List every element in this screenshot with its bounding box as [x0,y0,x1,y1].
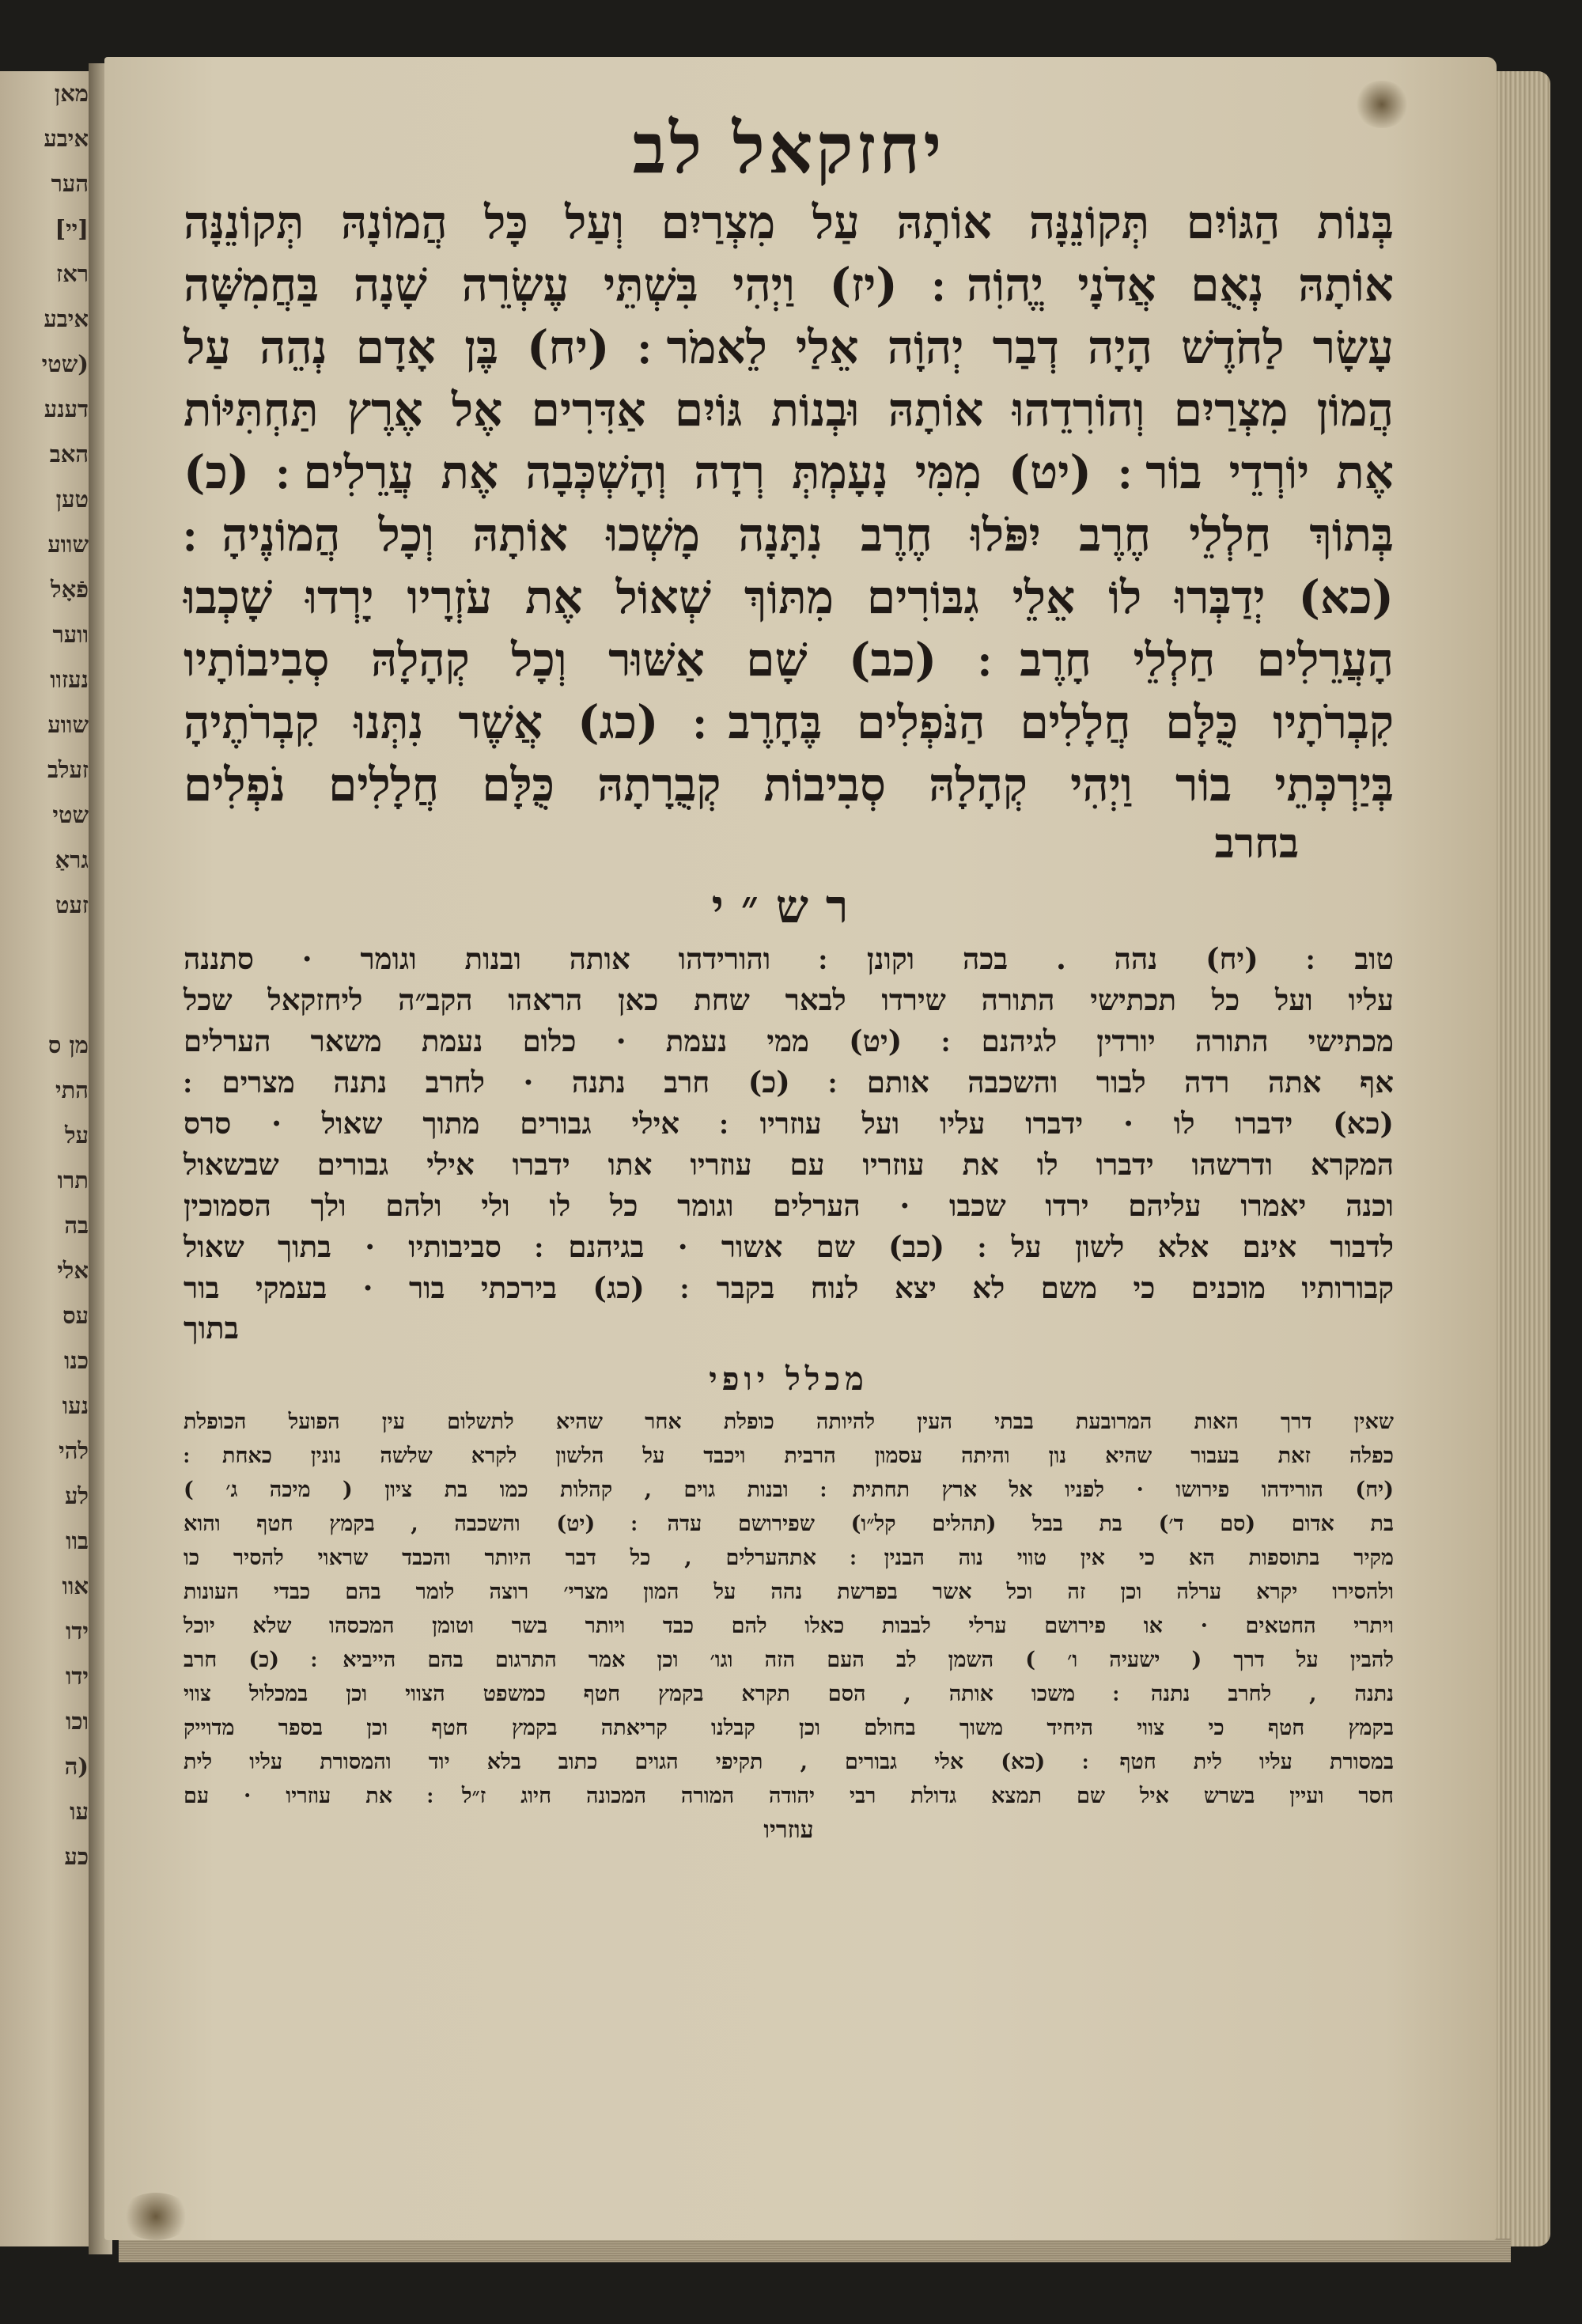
rashi-line: לדבור אינם אלא לשון על ׃ (כב) שם אשור · בגיהנם ׃ סביבותיו · בתוך שאול [184,1229,1394,1264]
left-page-line-fragment: הער [51,170,89,197]
running-header: יחזקאל לב [632,107,945,189]
biblical-text-line: הֲמוֹן מִצְרַיִם וְהוֹרִדֵהוּ אוֹתָהּ וּבְנוֹת גּוֹיִם אַדִּרִים אֶל אֶרֶץ תַּחְתִּיּוֹת [184,383,1394,437]
page-edge [1487,71,1550,2246]
left-page-line-fragment: (ה [64,1753,89,1780]
left-page-line-fragment: וכו [65,1708,89,1735]
left-page-line-fragment: בה [64,1212,89,1239]
rashi-line: וכנה יאמרו עליהם ירדו שכבו · הערלים וגומר כל לו ולי ולהם ולך הסמוכין [184,1188,1394,1223]
left-page-line-fragment: שווע [47,711,89,738]
rashi-commentary [184,938,1394,1308]
commentary-line: בקמץ חטף כי צווי היחיד משוך בחולם וכן קבלנו קריאתה בקמץ חטף וכן בספר מדוייק [184,1716,1394,1740]
left-page-bottom-column [0,1023,93,1879]
commentary-line: נתנה , לחרב נתנה ׃ משכו אותה , הסם תקרא בקמץ חטף כמשפט הצווי וכן במכלול צווי [184,1682,1394,1706]
left-page-line-fragment: טען [55,486,89,513]
left-page-line-fragment: פֿאָל [51,576,89,603]
left-page-fragment [0,71,93,2246]
rashi-line: (כא) ידברו לו · ידברו עליו ועל עוזריו ׃ אילי גבורים מתוך שאול · סרס [184,1106,1394,1141]
rashi-line: טוב ׃ (יח) נהה . בכה וקונן ׃ והורידהו אותה ובנות וגומר · סתננה [184,941,1394,976]
rashi-line: עליו ועל כל תכתישי התורה שירדו לבאר שחת כאן הראהו הקב״ה ליחזקאל שכל [184,982,1394,1017]
biblical-text-line: אוֹתָהּ נְאֻם אֲדֹנָי יֱהוִֹה ׃ (יז) וַיְהִי בִּשְׁתֵּי עֶשְׂרֵה שָׁנָה בַּחֲמִשָּׁה [184,258,1394,312]
paper-stain [120,2193,191,2240]
left-page-line-fragment: אלי [57,1257,89,1284]
biblical-text-line: בְּתוֹךְ חַלְלֵי חֶרֶב יִפֹּלוּ חֶרֶב נִתָּנָה מָשְׁכוּ אוֹתָהּ וְכָל הֲמוֹנֶיהָ ׃ [184,508,1394,562]
page-bottom-edge [119,2239,1511,2262]
left-page-top-column [0,71,93,928]
left-page-line-fragment: על [65,1122,89,1149]
commentary-line: (יח) הורידהו פירושו · לפניו אל ארץ תחתית ׃ ובנות גוים , קהלות כמו בת ציון ( מיכה ג׳ ) [184,1478,1394,1502]
left-page-line-fragment: ידו [66,1618,89,1645]
left-page-line-fragment: מאן [54,80,89,107]
left-page-line-fragment: ראז [56,260,89,287]
left-page-line-fragment: ווער [52,621,89,648]
left-page-line-fragment: שווע [47,531,89,558]
biblical-text [184,191,1394,816]
left-page-line-fragment: לע [65,1482,89,1509]
left-page-line-fragment: עו [70,1798,89,1825]
commentary-line: להבין על דרך ( ישעיה ו׳ ) השמן לב העם הזה וגו׳ וכן אמר התרגום בהם הייביא ׃ (כ) חרב [184,1648,1394,1672]
left-page-line-fragment: התי [55,1077,89,1103]
left-page-line-fragment: (שטי [41,350,89,377]
commentary-heading: מכלל יופי [709,1361,869,1398]
biblical-text-line: עָשָׂר לַחֹדֶשׁ הָיָה דְבַר יְהוָֹה אֵלַי לֵאמֹר ׃ (יח) בֶּן אָדָם נְהֵה עַל [184,320,1394,374]
main-text-catchword: בחרב [1214,819,1299,868]
page-content [184,104,1394,1848]
left-page-line-fragment: ידו [66,1663,89,1690]
left-page-line-fragment: גראַ [55,846,89,873]
left-page-line-fragment: מן ס [47,1031,89,1058]
biblical-text-line: קִבְרֹתָיו כֻּלָּם חֲלָלִים הַנֹּפְלִים בֶּחָרֶב ׃ (כג) אֲשֶׁר נִתְּנוּ קִבְרֹתֶיהָ [184,695,1394,749]
biblical-text-line: הָעֲרֵלִים חַלְלֵי חָרֶב ׃ (כב) שָׁם אַשּׁוּר וְכָל קְהָלָהּ סְבִיבוֹתָיו [184,633,1394,687]
left-page-line-fragment: עס [62,1302,89,1329]
left-page-line-fragment: האב [49,441,89,467]
rashi-heading: רש״י [711,880,866,933]
left-page-line-fragment: בוו [66,1527,89,1554]
commentary-line: בת אדום (סם ד׳) בת בבל (תהלים קל״ו) שפירושם עדה ׃ (יט) והשכבה , בקמץ חטף והוא [184,1512,1394,1536]
rashi-line: אף אתה רדה לבור והשכבה אותם ׃ (כ) חרב נתנה · לחרב נתנה מצרים ׃ [184,1065,1394,1100]
left-page-line-fragment: אוו [62,1573,89,1599]
rashi-line: מכתישי התורה יורדין לגיהנם ׃ (יט) ממי נעמת · כלום נעמת משאר הערלים [184,1024,1394,1058]
left-page-line-fragment: זעלב [47,756,89,783]
left-page-line-fragment: שטי [52,801,89,828]
left-page-line-fragment: נעזוו [50,666,89,693]
left-page-line-fragment: להי [59,1437,89,1464]
commentary-line: ויתרי החטאים · או פירושם ערלי לבבות כאלו להם כבד ויותר בשר וטומן המכסהו שלא יוכל [184,1614,1394,1638]
rashi-line: המקרא ודרשהו ידברו לו את עוזריו עם עוזריו אתו ידברו אילי גבורים שבשאול [184,1147,1394,1182]
right-page [104,57,1497,2240]
left-page-line-fragment: תרו [57,1167,89,1194]
commentary-line: שאין דרך האות המרובעת בבתי העין להיותה כופלת אחר שהיא לתשלום עין הפועל הכופלת [184,1410,1394,1434]
rashi-catchword: בתוך [184,1310,239,1346]
left-page-line-fragment: כנו [63,1347,89,1374]
book [0,47,1558,2278]
biblical-text-line: בְּיַרְכְּתֵי בוֹר וַיְהִי קְהָלָהּ סְבִיבוֹת קְבֻרָתָהּ כֻּלָּם חֲלָלִים נֹפְלִים [184,758,1394,812]
commentary-line: כפלה זאת בעבור שהיא נון והיתה עסמון הרבית ויכבד על הלשון לקרא שלשה נונין כאחת ׃ [184,1444,1394,1468]
left-page-line-fragment: זעט [55,891,89,918]
left-page-line-fragment: כע [64,1843,89,1870]
commentary-line: במסורת עליו לית חטף ׃ (כא) אלי גבורים , תקיפי הגוים כתוב בלא יוד והמסורת עליו לית [184,1750,1394,1774]
commentary-line: ולהסירו יקרא ערלה וכן זה וכל אשר בפרשת נהה על המון מצרי׳ רוצה לומר בהם כבדי העונות [184,1580,1394,1604]
left-page-line-fragment: [יי] [55,215,89,242]
biblical-text-line: בְּנוֹת הַגּוֹיִם תְּקוֹנֵנָּה אוֹתָהּ עַל מִצְרַיִם וְעַל כָּל הֲמוֹנָהּ תְּקוֹנֵנָּה [184,195,1394,249]
rashi-line: קבורותיו מוכנים כי משם לא יצא לנוח בקבר ׃ (כג) בירכתי בור · בעמקי בור [184,1270,1394,1305]
commentary-catchword: עוזריו [763,1816,814,1844]
commentary-line: מקיר בתוספות הא כי אין טווי נוה הבנין ׃ אתהערלים , כל דבר היותר והכבד שראוי להסיר כו [184,1546,1394,1570]
left-page-line-fragment: דענע [44,396,89,422]
biblical-text-line: אֶת יוֹרְדֵי בוֹר ׃ (יט) מִמִּי נָעָמְתְּ רְדָה וְהָשְׁכְּבָה אֶת עֲרֵלִים ׃ (כ) [184,445,1394,499]
left-page-line-fragment: נעו [62,1392,89,1419]
mikhlal-yofi-commentary [184,1405,1394,1813]
left-page-line-fragment: איבע [44,125,89,152]
biblical-text-line: (כא) יְדַבְּרוּ לוֹ אֵלֵי גִבּוֹרִים מִתּוֹךְ שְׁאוֹל אֶת עֹזְרָיו יָרְדוּ שָׁכְבוּ [184,570,1394,624]
commentary-line: חסר ועיין בשרש איל שם תמצא גדולת רבי יהודה המורה המכונה חיוג ז״ל ׃ את עוזריו · עם [184,1784,1394,1808]
left-page-line-fragment: איבע [44,305,89,332]
